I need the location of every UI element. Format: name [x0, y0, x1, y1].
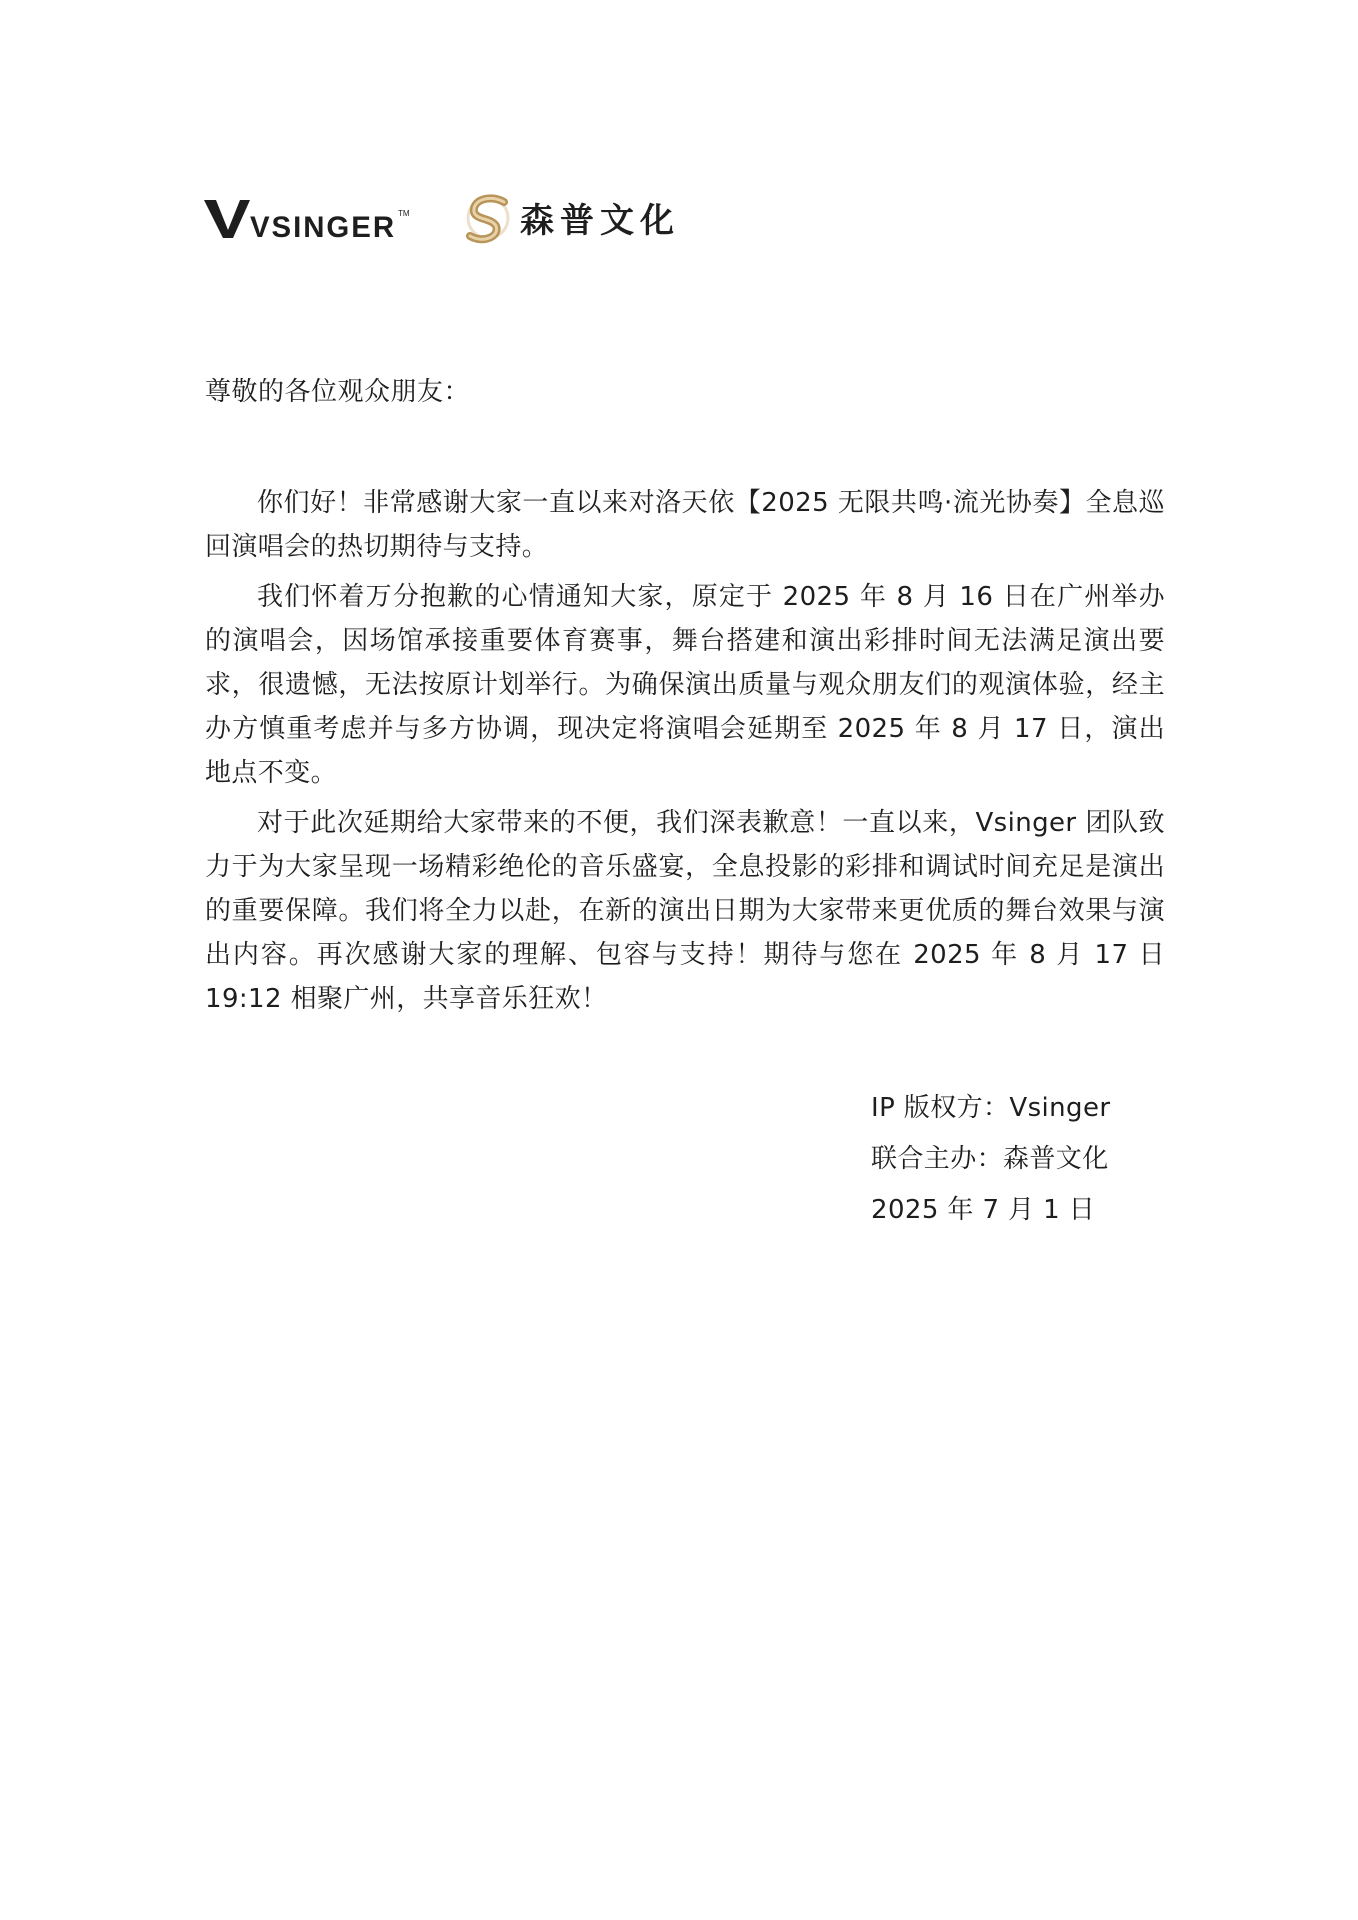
paragraph-thanks: 你们好！非常感谢大家一直以来对洛天依【2025 无限共鸣·流光协奏】全息巡回演唱会的热切期待与支持。 — [205, 488, 1165, 562]
paragraph-postponement: 我们怀着万分抱歉的心情通知大家，原定于 2025 年 8 月 16 日在广州举办的演唱会，因场馆承接重要体育赛事，舞台搭建和演出彩排时间无法满足演出要求，很遗憾，无法按原计划举行。为确保演出质量与观众朋友们的观演体验，经主办方慎重考虑并与多方协调，现决定将演唱会延期至 2025 年 8 月 17 日，演出地点不变。 — [205, 582, 1165, 788]
vsinger-logo-v — [204, 200, 250, 238]
ip-owner-line: IP 版权方：Vsinger — [871, 1093, 1111, 1123]
greeting: 尊敬的各位观众朋友： — [205, 377, 471, 407]
vsinger-logo-text: VSINGER — [250, 211, 396, 242]
co-organizer-line: 联合主办：森普文化 — [871, 1144, 1109, 1174]
letter-body — [205, 370, 1165, 1021]
vsinger-trademark: TM — [398, 209, 410, 218]
senpu-logo-text: 森普文化 — [520, 201, 680, 241]
signature-block — [871, 1083, 1231, 1236]
paragraph-apology: 对于此次延期给大家带来的不便，我们深表歉意！一直以来，Vsinger 团队致力于为大家呈现一场精彩绝伦的音乐盛宴，全息投影的彩排和调试时间充足是演出的重要保障。我们将全力以赴，在新的演出日期为大家带来更优质的舞台效果与演出内容。再次感谢大家的理解、包容与支持！期待与您在 2025 年 8 月 17 日 19:12 相聚广州，共享音乐狂欢！ — [205, 808, 1165, 1014]
letter-date: 2025 年 7 月 1 日 — [871, 1195, 1096, 1225]
letterhead — [202, 188, 762, 248]
senpu-logo — [460, 188, 700, 248]
senpu-emblem-icon — [468, 198, 508, 239]
vsinger-logo — [202, 194, 412, 242]
